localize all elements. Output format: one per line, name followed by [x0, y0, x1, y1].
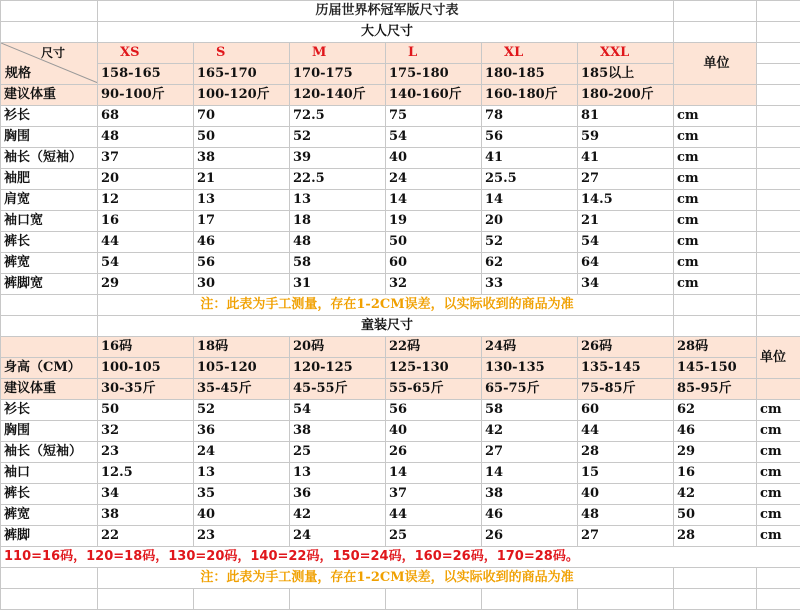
kids-weight-cell: 85-95斤 — [674, 379, 757, 400]
row-label: 袖肥 — [1, 169, 98, 190]
empty-cell — [757, 43, 800, 64]
value-cell: 56 — [194, 253, 290, 274]
adult-spec-cell: 175-180 — [386, 64, 482, 85]
empty-cell — [1, 22, 98, 43]
value-cell: 38 — [194, 148, 290, 169]
value-cell: 59 — [578, 127, 674, 148]
value-cell: 44 — [578, 421, 674, 442]
value-cell: 29 — [98, 274, 194, 295]
empty-cell — [757, 85, 800, 106]
table-row — [1, 463, 800, 484]
empty-cell — [674, 1, 757, 22]
value-cell: 14 — [482, 190, 578, 211]
value-cell: 29 — [674, 442, 757, 463]
value-cell: 58 — [290, 253, 386, 274]
kids-height-cell: 100-105 — [98, 358, 194, 379]
row-label: 袖长（短袖） — [1, 148, 98, 169]
row-label: 袖口宽 — [1, 211, 98, 232]
empty-cell — [482, 589, 578, 610]
kids-size-label: 22码 — [386, 337, 482, 358]
value-cell: 20 — [482, 211, 578, 232]
value-cell: 37 — [386, 484, 482, 505]
value-cell: 56 — [386, 400, 482, 421]
value-cell: 13 — [194, 190, 290, 211]
value-cell: 21 — [194, 169, 290, 190]
chart-title: 历届世界杯冠军版尺寸表 — [98, 1, 674, 22]
value-cell: 40 — [386, 421, 482, 442]
adult-corner-header — [1, 43, 98, 85]
empty-cell — [757, 22, 800, 43]
unit-cell: cm — [757, 463, 800, 484]
adult-size-label: XXL — [578, 43, 674, 64]
empty-cell — [290, 589, 386, 610]
kids-height-cell: 120-125 — [290, 358, 386, 379]
value-cell: 54 — [386, 127, 482, 148]
value-cell: 48 — [290, 232, 386, 253]
value-cell: 34 — [98, 484, 194, 505]
row-label: 袖口 — [1, 463, 98, 484]
empty-cell — [1, 295, 98, 316]
row-label: 裤长 — [1, 232, 98, 253]
value-cell: 14 — [386, 463, 482, 484]
value-cell: 41 — [578, 148, 674, 169]
value-cell: 70 — [194, 106, 290, 127]
value-cell: 32 — [98, 421, 194, 442]
row-label: 裤脚宽 — [1, 274, 98, 295]
value-cell: 58 — [482, 400, 578, 421]
kids-unit-header: 单位 — [757, 337, 800, 379]
unit-cell: cm — [674, 169, 757, 190]
row-label: 衫长 — [1, 106, 98, 127]
value-cell: 21 — [578, 211, 674, 232]
kids-size-label: 26码 — [578, 337, 674, 358]
value-cell: 44 — [386, 505, 482, 526]
table-row — [1, 148, 800, 169]
row-label: 袖长（短袖） — [1, 442, 98, 463]
kids-height-cell: 125-130 — [386, 358, 482, 379]
empty-cell — [98, 589, 194, 610]
value-cell: 36 — [194, 421, 290, 442]
value-cell: 46 — [194, 232, 290, 253]
value-cell: 24 — [386, 169, 482, 190]
adult-unit-header: 单位 — [674, 43, 757, 85]
empty-cell — [386, 589, 482, 610]
row-label: 裤宽 — [1, 505, 98, 526]
value-cell: 25 — [290, 442, 386, 463]
empty-cell — [757, 295, 800, 316]
adult-weight-cell: 160-180斤 — [482, 85, 578, 106]
kids-weight-cell: 55-65斤 — [386, 379, 482, 400]
value-cell: 30 — [194, 274, 290, 295]
value-cell: 32 — [386, 274, 482, 295]
empty-cell — [194, 589, 290, 610]
value-cell: 22 — [98, 526, 194, 547]
empty-cell — [674, 295, 757, 316]
adult-size-label: XS — [98, 43, 194, 64]
table-row — [1, 442, 800, 463]
value-cell: 38 — [98, 505, 194, 526]
adult-section-heading: 大人尺寸 — [98, 22, 674, 43]
table-row — [1, 127, 800, 148]
value-cell: 52 — [290, 127, 386, 148]
value-cell: 18 — [290, 211, 386, 232]
row-label: 衫长 — [1, 400, 98, 421]
adult-spec-cell: 165-170 — [194, 64, 290, 85]
table-row — [1, 232, 800, 253]
value-cell: 12.5 — [98, 463, 194, 484]
table-row — [1, 190, 800, 211]
kids-weight-cell: 45-55斤 — [290, 379, 386, 400]
value-cell: 28 — [578, 442, 674, 463]
value-cell: 54 — [98, 253, 194, 274]
value-cell: 42 — [674, 484, 757, 505]
kids-weight-cell: 75-85斤 — [578, 379, 674, 400]
adult-size-label: S — [194, 43, 290, 64]
value-cell: 37 — [98, 148, 194, 169]
value-cell: 14 — [482, 463, 578, 484]
table-row — [1, 274, 800, 295]
value-cell: 48 — [578, 505, 674, 526]
unit-cell: cm — [757, 421, 800, 442]
value-cell: 68 — [98, 106, 194, 127]
empty-cell — [1, 337, 98, 358]
value-cell: 38 — [290, 421, 386, 442]
kids-height-cell: 135-145 — [578, 358, 674, 379]
value-cell: 62 — [482, 253, 578, 274]
empty-cell — [757, 253, 800, 274]
row-label: 胸围 — [1, 421, 98, 442]
unit-cell: cm — [757, 526, 800, 547]
value-cell: 23 — [98, 442, 194, 463]
adult-spec-cell: 180-185 — [482, 64, 578, 85]
table-row — [1, 169, 800, 190]
unit-cell: cm — [674, 211, 757, 232]
table-row — [1, 526, 800, 547]
empty-cell — [1, 568, 98, 589]
value-cell: 13 — [290, 190, 386, 211]
kids-size-label: 24码 — [482, 337, 578, 358]
empty-cell — [1, 316, 98, 337]
unit-cell: cm — [674, 253, 757, 274]
value-cell: 64 — [578, 253, 674, 274]
kids-size-label: 16码 — [98, 337, 194, 358]
value-cell: 25.5 — [482, 169, 578, 190]
unit-cell: cm — [757, 505, 800, 526]
value-cell: 35 — [194, 484, 290, 505]
kids-section-heading: 童装尺寸 — [98, 316, 674, 337]
value-cell: 56 — [482, 127, 578, 148]
empty-cell — [674, 568, 757, 589]
empty-cell — [757, 148, 800, 169]
value-cell: 23 — [194, 526, 290, 547]
value-cell: 50 — [674, 505, 757, 526]
value-cell: 26 — [482, 526, 578, 547]
value-cell: 16 — [98, 211, 194, 232]
value-cell: 50 — [386, 232, 482, 253]
kids-weight-cell: 35-45斤 — [194, 379, 290, 400]
value-cell: 52 — [194, 400, 290, 421]
empty-cell — [757, 274, 800, 295]
adult-weight-label: 建议体重 — [1, 85, 98, 106]
value-cell: 42 — [290, 505, 386, 526]
empty-cell — [757, 169, 800, 190]
adult-weight-cell: 180-200斤 — [578, 85, 674, 106]
value-cell: 14 — [386, 190, 482, 211]
row-label: 胸围 — [1, 127, 98, 148]
empty-cell — [757, 589, 800, 610]
value-cell: 27 — [578, 526, 674, 547]
value-cell: 28 — [674, 526, 757, 547]
kids-size-conversion: 110=16码，120=18码，130=20码，140=22码，150=24码，160=26码，170=28码。 — [1, 547, 800, 568]
empty-cell — [1, 589, 98, 610]
value-cell: 27 — [482, 442, 578, 463]
empty-cell — [578, 589, 674, 610]
empty-cell — [757, 190, 800, 211]
unit-cell: cm — [757, 442, 800, 463]
row-label: 裤宽 — [1, 253, 98, 274]
value-cell: 13 — [194, 463, 290, 484]
unit-cell: cm — [757, 400, 800, 421]
value-cell: 54 — [290, 400, 386, 421]
value-cell: 42 — [482, 421, 578, 442]
value-cell: 50 — [194, 127, 290, 148]
value-cell: 36 — [290, 484, 386, 505]
value-cell: 46 — [674, 421, 757, 442]
unit-cell: cm — [674, 148, 757, 169]
unit-cell: cm — [674, 232, 757, 253]
empty-cell — [757, 316, 800, 337]
kids-height-cell: 145-150 — [674, 358, 757, 379]
value-cell: 50 — [98, 400, 194, 421]
row-label: 肩宽 — [1, 190, 98, 211]
adult-size-label: L — [386, 43, 482, 64]
value-cell: 52 — [482, 232, 578, 253]
empty-cell — [757, 64, 800, 85]
value-cell: 60 — [386, 253, 482, 274]
table-row — [1, 484, 800, 505]
adult-spec-cell: 158-165 — [98, 64, 194, 85]
kids-size-label: 28码 — [674, 337, 757, 358]
unit-cell: cm — [674, 190, 757, 211]
table-row — [1, 400, 800, 421]
unit-cell: cm — [674, 106, 757, 127]
adult-weight-cell: 140-160斤 — [386, 85, 482, 106]
value-cell: 81 — [578, 106, 674, 127]
empty-cell — [757, 106, 800, 127]
value-cell: 20 — [98, 169, 194, 190]
kids-height-cell: 105-120 — [194, 358, 290, 379]
value-cell: 33 — [482, 274, 578, 295]
table-row — [1, 211, 800, 232]
kids-weight-cell: 65-75斤 — [482, 379, 578, 400]
value-cell: 22.5 — [290, 169, 386, 190]
kids-height-label: 身高（CM） — [1, 358, 98, 379]
empty-cell — [757, 379, 800, 400]
value-cell: 24 — [290, 526, 386, 547]
value-cell: 40 — [578, 484, 674, 505]
value-cell: 40 — [194, 505, 290, 526]
empty-cell — [757, 1, 800, 22]
adult-spec-cell: 170-175 — [290, 64, 386, 85]
value-cell: 40 — [386, 148, 482, 169]
value-cell: 31 — [290, 274, 386, 295]
value-cell: 13 — [290, 463, 386, 484]
empty-cell — [757, 568, 800, 589]
unit-cell: cm — [674, 127, 757, 148]
value-cell: 19 — [386, 211, 482, 232]
empty-cell — [674, 22, 757, 43]
empty-cell — [757, 211, 800, 232]
value-cell: 24 — [194, 442, 290, 463]
value-cell: 72.5 — [290, 106, 386, 127]
adult-weight-cell: 100-120斤 — [194, 85, 290, 106]
kids-note: 注：此表为手工测量，存在1-2CM误差，以实际收到的商品为准 — [98, 568, 674, 589]
value-cell: 48 — [98, 127, 194, 148]
value-cell: 62 — [674, 400, 757, 421]
table-row — [1, 106, 800, 127]
table-row — [1, 421, 800, 442]
table-row — [1, 505, 800, 526]
corner-size-label: 尺寸 — [40, 46, 65, 60]
value-cell: 27 — [578, 169, 674, 190]
kids-weight-cell: 30-35斤 — [98, 379, 194, 400]
adult-note: 注：此表为手工测量，存在1-2CM误差，以实际收到的商品为准 — [98, 295, 674, 316]
value-cell: 14.5 — [578, 190, 674, 211]
row-label: 裤长 — [1, 484, 98, 505]
corner-spec-label: 规格 — [5, 66, 32, 81]
empty-cell — [757, 232, 800, 253]
empty-cell — [674, 589, 757, 610]
unit-cell: cm — [757, 484, 800, 505]
adult-weight-cell: 120-140斤 — [290, 85, 386, 106]
unit-cell: cm — [674, 274, 757, 295]
empty-cell — [674, 85, 757, 106]
value-cell: 15 — [578, 463, 674, 484]
kids-size-label: 18码 — [194, 337, 290, 358]
value-cell: 34 — [578, 274, 674, 295]
table-row — [1, 253, 800, 274]
adult-size-label: XL — [482, 43, 578, 64]
adult-size-label: M — [290, 43, 386, 64]
empty-cell — [674, 316, 757, 337]
value-cell: 17 — [194, 211, 290, 232]
value-cell: 60 — [578, 400, 674, 421]
empty-cell — [1, 1, 98, 22]
kids-height-cell: 130-135 — [482, 358, 578, 379]
value-cell: 26 — [386, 442, 482, 463]
adult-spec-cell: 185以上 — [578, 64, 674, 85]
value-cell: 12 — [98, 190, 194, 211]
value-cell: 78 — [482, 106, 578, 127]
value-cell: 46 — [482, 505, 578, 526]
value-cell: 25 — [386, 526, 482, 547]
kids-size-label: 20码 — [290, 337, 386, 358]
adult-weight-cell: 90-100斤 — [98, 85, 194, 106]
value-cell: 41 — [482, 148, 578, 169]
value-cell: 39 — [290, 148, 386, 169]
row-label: 裤脚 — [1, 526, 98, 547]
value-cell: 16 — [674, 463, 757, 484]
value-cell: 75 — [386, 106, 482, 127]
value-cell: 38 — [482, 484, 578, 505]
value-cell: 54 — [578, 232, 674, 253]
value-cell: 44 — [98, 232, 194, 253]
kids-weight-label: 建议体重 — [1, 379, 98, 400]
empty-cell — [757, 127, 800, 148]
